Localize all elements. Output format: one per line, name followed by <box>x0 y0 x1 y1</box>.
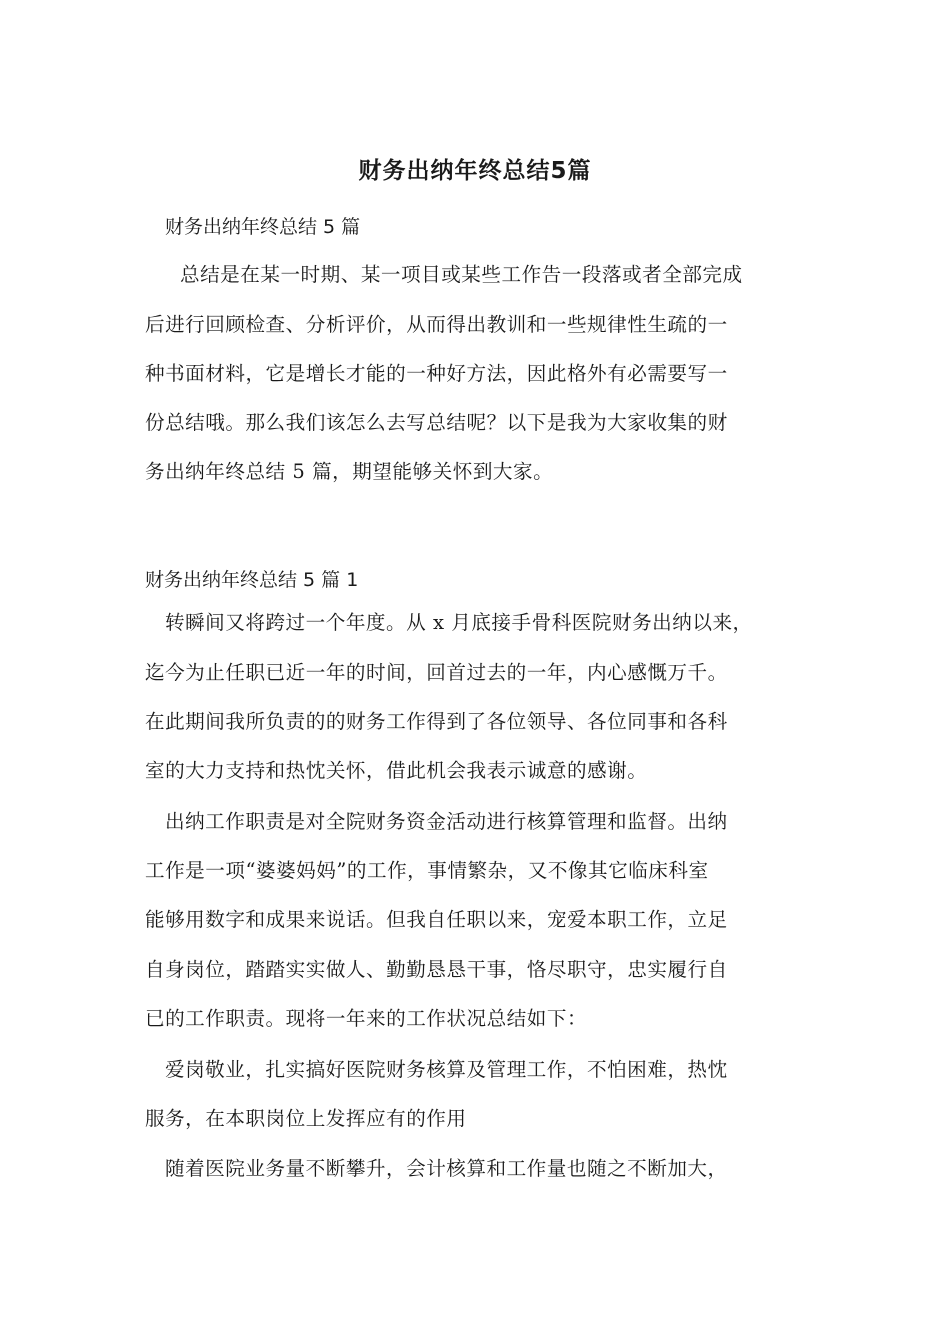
intro-line-5: 务出纳年终总结 5 篇，期望能够关怀到大家。 <box>145 460 554 483</box>
body-line-5: 出纳工作职责是对全院财务资金活动进行核算管理和监督。出纳 <box>165 810 728 833</box>
body-line-9: 已的工作职责。现将一年来的工作状况总结如下： <box>145 1007 588 1030</box>
body-line-8: 自身岗位，踏踏实实做人、勤勤恳恳干事，恪尽职守，忠实履行自 <box>145 958 728 981</box>
body-line-11: 服务，在本职岗位上发挥应有的作用 <box>145 1107 467 1130</box>
body-line-1: 转瞬间又将跨过一个年度。从 x 月底接手骨科医院财务出纳以来， <box>165 611 753 634</box>
body-line-6: 工作是一项“婆婆妈妈”的工作，事情繁杂，又不像其它临床科室 <box>145 859 709 882</box>
body-line-7: 能够用数字和成果来说话。但我自任职以来，宠爱本职工作，立足 <box>145 908 728 931</box>
document-title: 财务出纳年终总结5篇 <box>358 158 592 184</box>
body-line-2: 迄今为止任职已近一年的时间，回首过去的一年，内心感慨万千。 <box>145 661 728 684</box>
intro-line-3: 种书面材料，它是增长才能的一种好方法，因此格外有必需要写一 <box>145 362 728 385</box>
section-heading: 财务出纳年终总结 5 篇 1 <box>145 569 359 591</box>
body-line-10: 爱岗敬业，扎实搞好医院财务核算及管理工作，不怕困难，热忱 <box>165 1058 728 1081</box>
body-line-3: 在此期间我所负责的的财务工作得到了各位领导、各位同事和各科 <box>145 710 728 733</box>
intro-line-4: 份总结哦。那么我们该怎么去写总结呢？以下是我为大家收集的财 <box>145 411 728 434</box>
document-subtitle: 财务出纳年终总结 5 篇 <box>165 216 361 238</box>
body-line-12: 随着医院业务量不断攀升，会计核算和工作量也随之不断加大， <box>165 1157 728 1180</box>
intro-line-1: 总结是在某一时期、某一项目或某些工作告一段落或者全部完成 <box>180 263 743 286</box>
intro-line-2: 后进行回顾检查、分析评价，从而得出教训和一些规律性生疏的一 <box>145 313 728 336</box>
body-line-4: 室的大力支持和热忱关怀，借此机会我表示诚意的感谢。 <box>145 759 648 782</box>
